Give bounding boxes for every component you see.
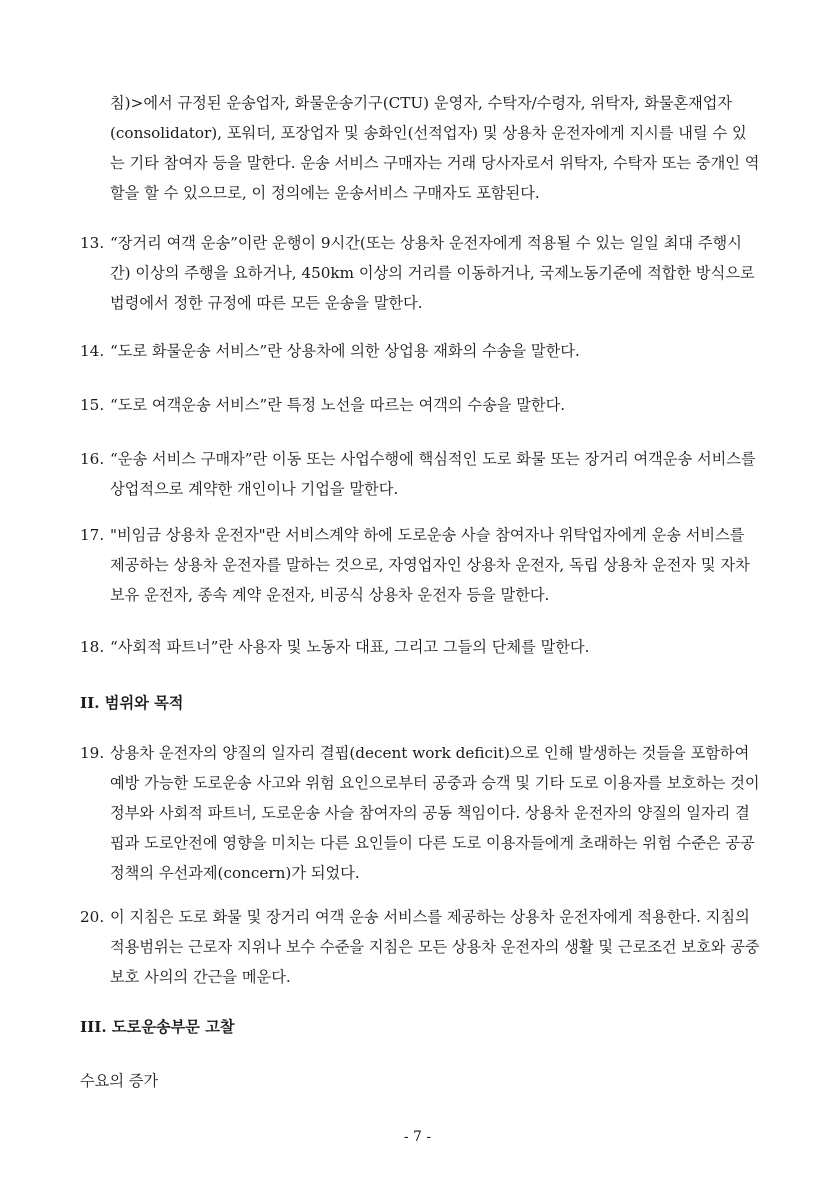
item-text: “사회적 파트너”란 사용자 및 노동자 대표, 그리고 그들의 단체를 말한다. (110, 638, 590, 656)
item-number: 13. (80, 234, 105, 252)
definition-item-14 (80, 336, 760, 366)
item-text: 이 지침은 도로 화물 및 장거리 여객 운송 서비스를 제공하는 상용차 운전자에게 적용한다. 지침의 적용범위는 근로자 지위나 보수 수준을 지침은 모든 상용차 운전자의 생활 및 근로조건 보호와 공중 보호 사의의 간근을 메운다. (110, 908, 760, 986)
definition-item-13 (80, 228, 760, 318)
item-number: 18. (80, 638, 105, 656)
paragraph-item-19 (80, 738, 760, 888)
item-text: 상용차 운전자의 양질의 일자리 결핍(decent work deficit)으로 인해 발생하는 것들을 포함하여 예방 가능한 도로운송 사고와 위험 요인으로부터 공중과 승객 및 기타 도로 이용자를 보호하는 것이 정부와 사회적 파트너, 도로운송 사슬 참여자의 공동 책임이다. 상용차 운전자의 양질의 일자리 결핍과 도로안전에 영향을 미치는 다른 요인들이 다른 도로 이용자들에게 초래하는 위험 수준은 공공 정책의 우선과제(concern)가 되었다. (110, 744, 760, 882)
definition-item-16 (80, 444, 760, 504)
definition-item-15 (80, 390, 760, 420)
definition-item-18 (80, 632, 760, 662)
item-number: 17. (80, 526, 105, 544)
paragraph-item-20 (80, 902, 760, 992)
section-heading-road-transport: III. 도로운송부문 고찰 (80, 1018, 235, 1036)
item-number: 15. (80, 396, 105, 414)
item-number: 14. (80, 342, 105, 360)
item-text: "비임금 상용차 운전자"란 서비스계약 하에 도로운송 사슬 참여자나 위탁업자에게 운송 서비스를 제공하는 상용차 운전자를 말하는 것으로, 자영업자인 상용차 운전자, 독립 상용차 운전자 및 자차 보유 운전자, 종속 계약 운전자, 비공식 상용차 운전자 등을 말한다. (110, 526, 750, 604)
item-text: “운송 서비스 구매자”란 이동 또는 사업수행에 핵심적인 도로 화물 또는 장거리 여객운송 서비스를 상업적으로 계약한 개인이나 기업을 말한다. (110, 450, 756, 498)
item-text: “장거리 여객 운송”이란 운행이 9시간(또는 상용차 운전자에게 적용될 수 있는 일일 최대 주행시간) 이상의 주행을 요하거나, 450km 이상의 거리를 이동하거나, 국제노동기준에 적합한 방식으로 법령에서 정한 규정에 따른 모든 운송을 말한다. (110, 234, 755, 312)
item-text: “도로 여객운송 서비스”란 특정 노선을 따르는 여객의 수송을 말한다. (110, 396, 566, 414)
item-number: 20. (80, 908, 105, 926)
subheading-demand: 수요의 증가 (80, 1072, 159, 1090)
item-number: 19. (80, 744, 105, 762)
item-number: 16. (80, 450, 105, 468)
section-heading-scope: II. 범위와 목적 (80, 694, 184, 712)
item-text: “도로 화물운송 서비스”란 상용차에 의한 상업용 재화의 수송을 말한다. (110, 342, 580, 360)
definition-item-17 (80, 520, 760, 610)
page-number: - 7 - (403, 1129, 432, 1145)
definition-continuation: 침)>에서 규정된 운송업자, 화물운송기구(CTU) 운영자, 수탁자/수령자, 위탁자, 화물혼재업자(consolidator), 포워더, 포장업자 및 송화인(선적업자) 및 상용차 운전자에게 지시를 내릴 수 있는 기타 참여자 등을 말한다. 운송 서비스 구매자는 거래 당사자로서 위탁자, 수탁자 또는 중개인 역할을 할 수 있으므로, 이 정의에는 운송서비스 구매자도 포함된다. (110, 94, 760, 202)
